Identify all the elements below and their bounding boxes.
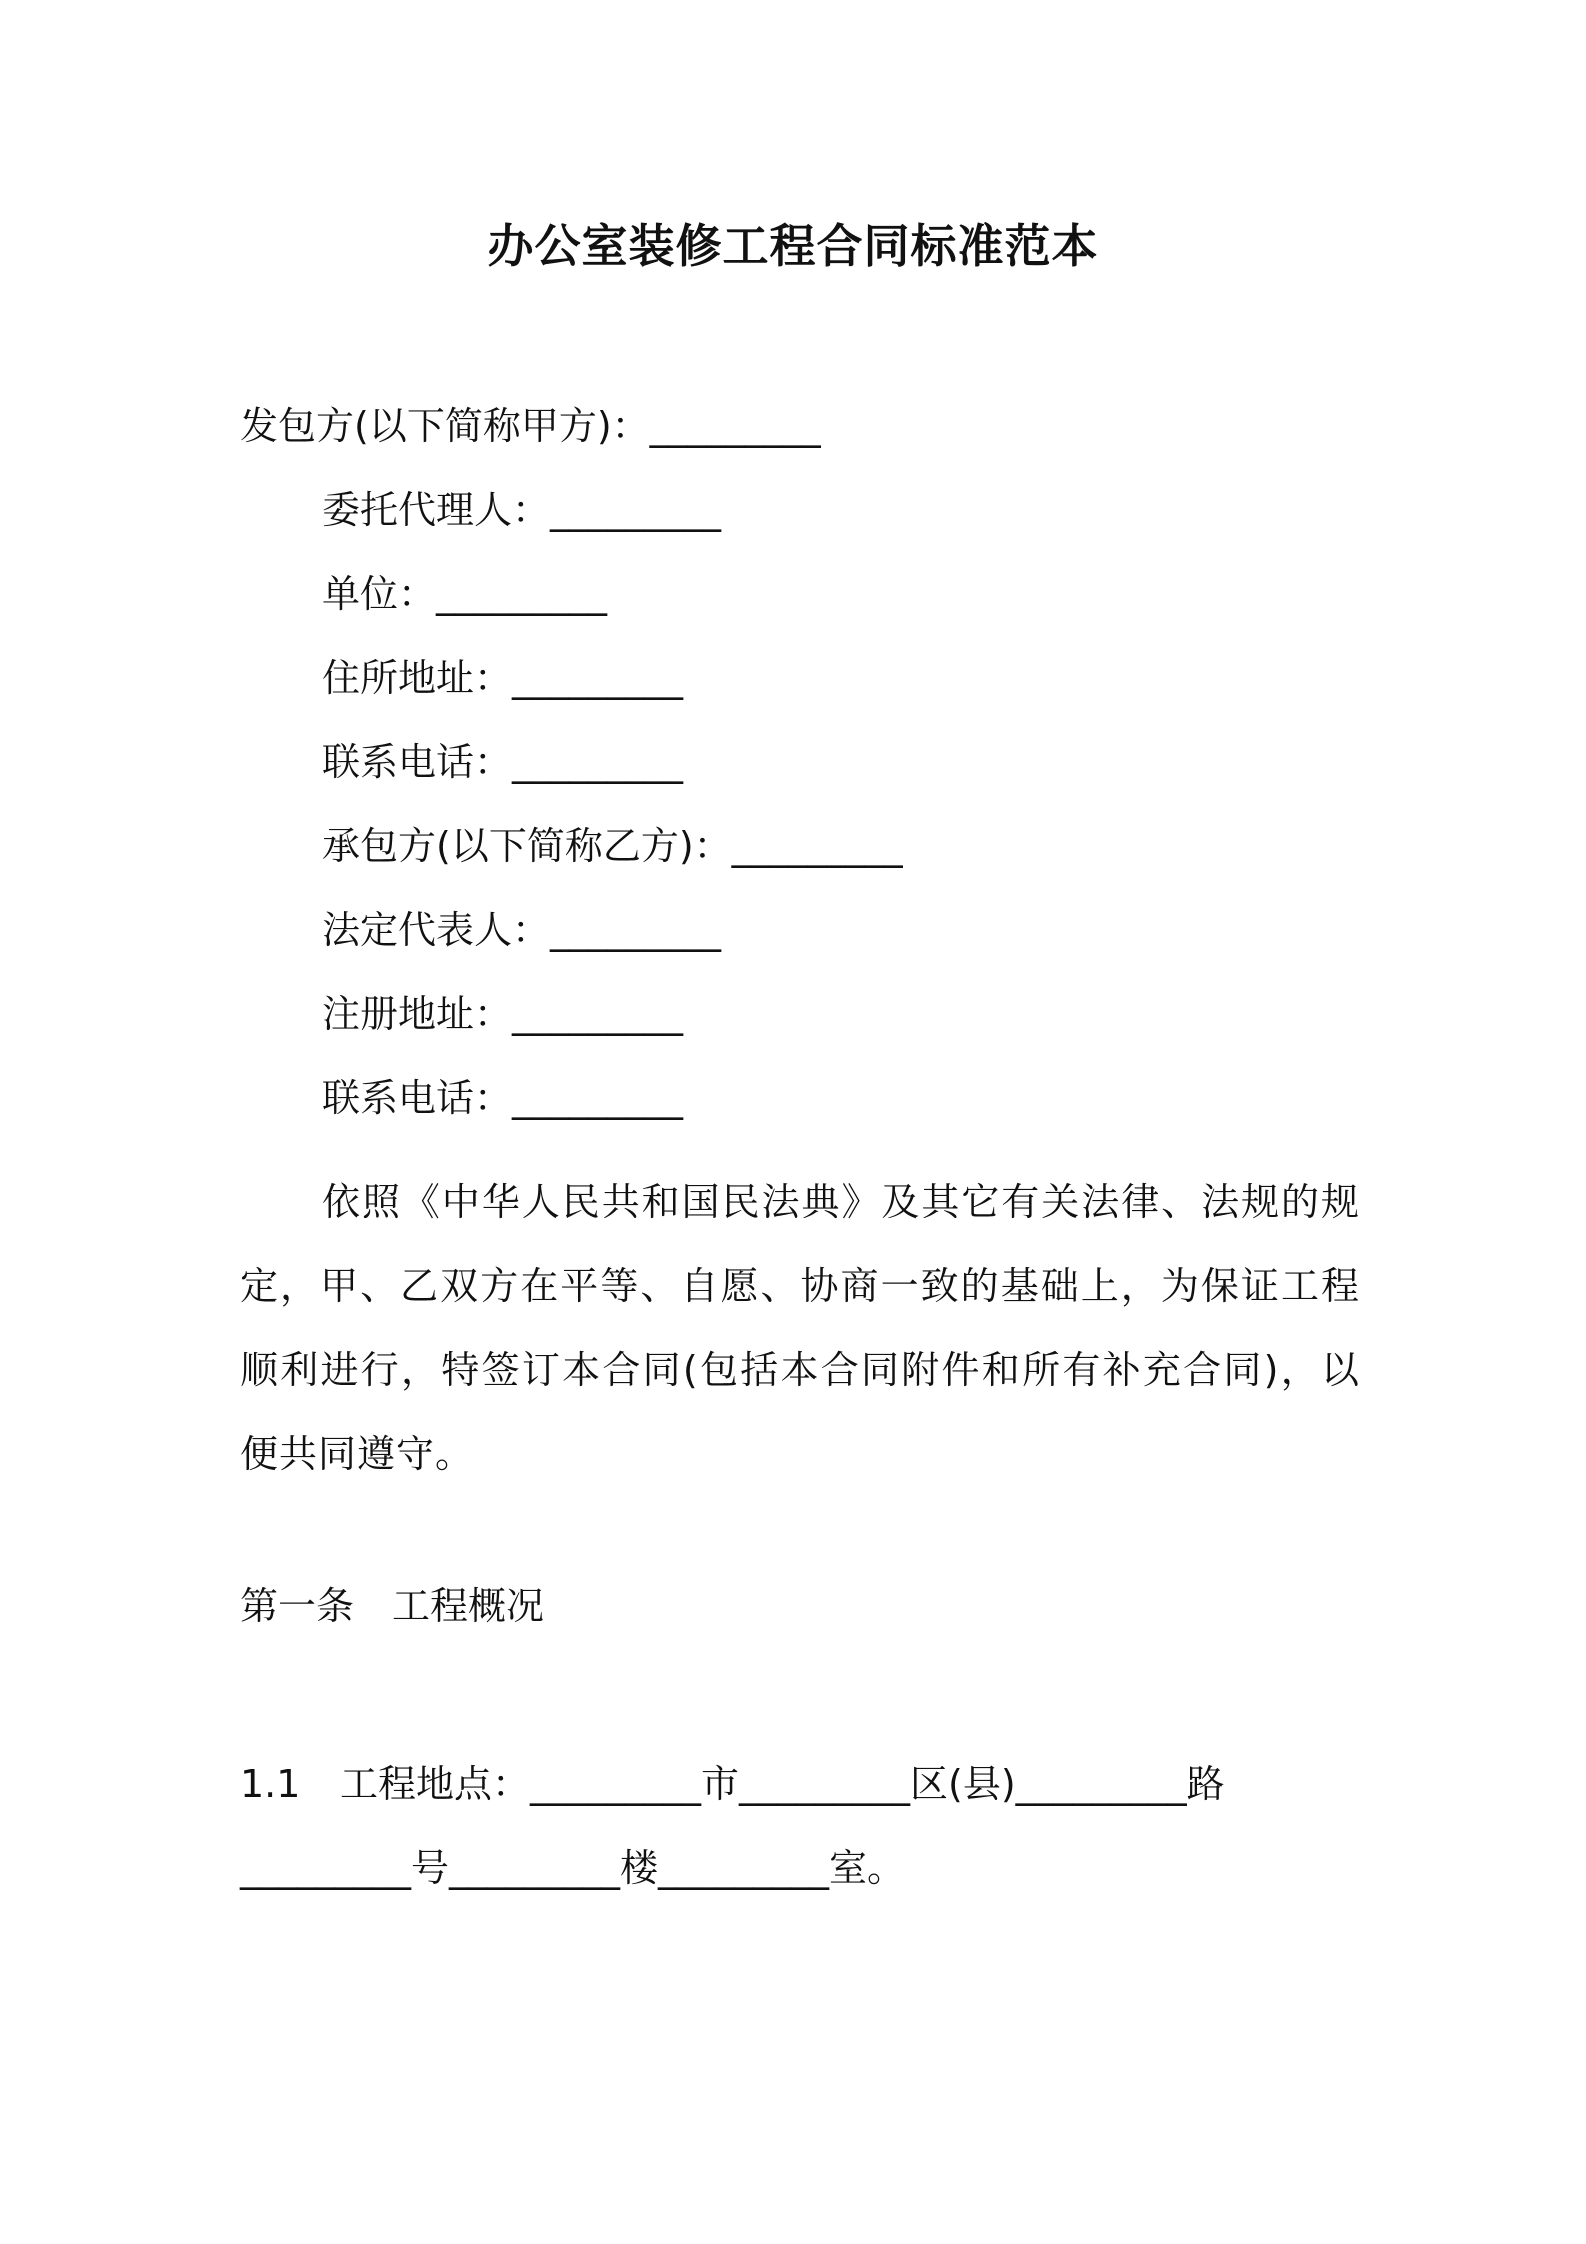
- party-a-phone-field: 联系电话：_________: [322, 740, 684, 784]
- item-1-1-number: 1.1: [240, 1762, 301, 1806]
- party-a-line: 发包方(以下简称甲方)：_________: [240, 404, 821, 448]
- residence-address-field: 住所地址：_________: [322, 656, 684, 700]
- party-b-line: 承包方(以下简称乙方)：_________: [322, 824, 903, 868]
- intro-paragraph-text: 依照《中华人民共和国民法典》及其它有关法律、法规的规定，甲、乙双方在平等、自愿、协商一致的基础上，为保证工程顺利进行，特签订本合同(包括本合同附件和所有补充合同)，以便共同遵守。: [240, 1180, 1360, 1476]
- item-1-1: [240, 1742, 1360, 1910]
- registered-address-field: 注册地址：_________: [322, 992, 684, 1036]
- legal-representative-field: 法定代表人：_________: [322, 908, 722, 952]
- article-1-heading: 第一条 工程概况: [240, 1584, 545, 1628]
- agent-field: 委托代理人：_________: [322, 488, 722, 532]
- intro-paragraph: [240, 1160, 1360, 1496]
- document-title: 办公室装修工程合同标准范本: [487, 219, 1099, 273]
- item-1-1-text: 工程地点：_________市_________区(县)_________路_________号_________楼_________室。: [240, 1762, 1225, 1890]
- party-b-phone-field: 联系电话：_________: [322, 1076, 684, 1120]
- unit-field: 单位：_________: [322, 572, 608, 616]
